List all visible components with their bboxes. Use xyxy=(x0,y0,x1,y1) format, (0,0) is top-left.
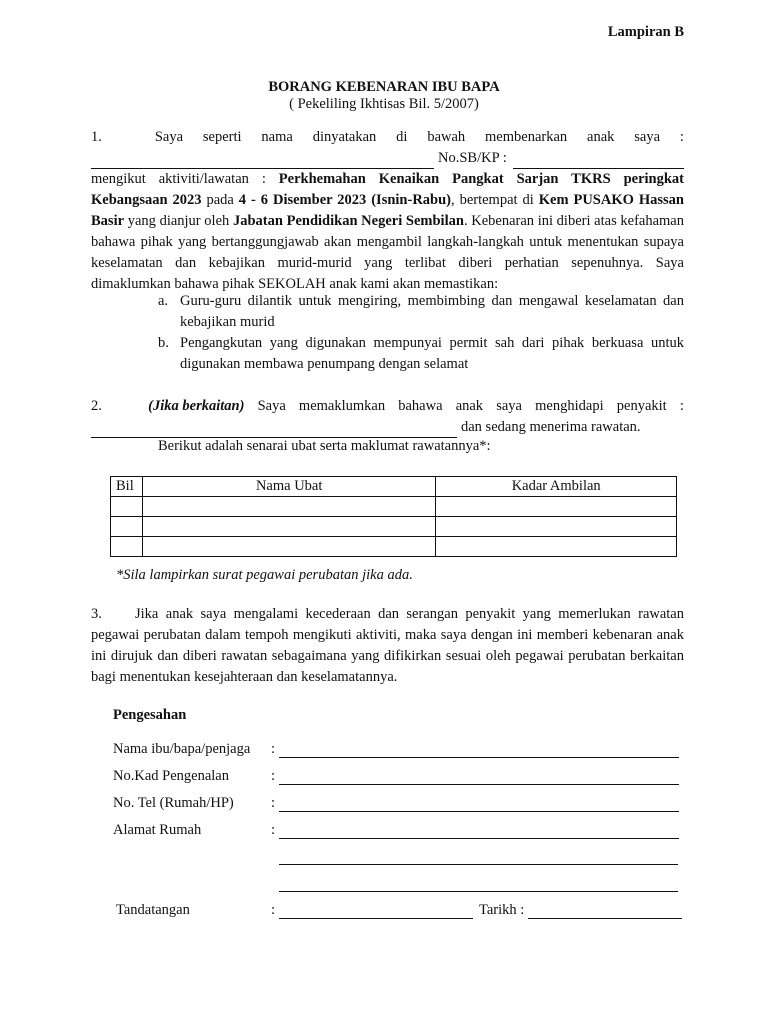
word: : xyxy=(679,398,684,414)
address-line[interactable] xyxy=(279,824,679,839)
word: di xyxy=(396,129,408,145)
table-cell[interactable] xyxy=(436,497,677,517)
section2-first-line xyxy=(91,396,684,417)
form-subtitle: ( Pekeliling Ikhtisas Bil. 5/2007) xyxy=(289,96,479,112)
table-cell[interactable] xyxy=(436,537,677,557)
event-venue: Kem PUSAKO Hassan Basir xyxy=(91,192,684,229)
table-cell[interactable] xyxy=(142,517,435,537)
colon: : xyxy=(271,902,276,918)
table-header: Nama Ubat xyxy=(142,477,435,497)
student-name-line[interactable] xyxy=(91,154,434,169)
colon: : xyxy=(271,768,276,784)
field-label: Alamat Rumah xyxy=(113,822,202,838)
phone-line[interactable] xyxy=(279,797,679,812)
text: . Kebenaran ini diberi atas kefahaman bahawa pihak yang bertanggungjawab akan mengambil langkah-langkah untuk menentukan supaya keselamatan dan kebajikan murid-murid yang terlibat diberi perhatian sepenuhnya. Saya dimaklumkan bahawa pihak SEKOLAH anak kami akan memastikan: xyxy=(91,213,684,292)
form-title: BORANG KEBENARAN IBU BAPA xyxy=(268,79,500,95)
word: dinyatakan xyxy=(312,129,377,145)
medication-intro: Berikut adalah senarai ubat serta maklumat rawatannya*: xyxy=(158,438,491,454)
text: pada xyxy=(201,192,239,208)
table-cell[interactable] xyxy=(111,537,143,557)
word: memaklumkan xyxy=(298,398,386,414)
assurance-list xyxy=(158,291,684,375)
section1-first-line xyxy=(91,127,684,148)
field-parent-name xyxy=(113,740,679,758)
word: saya xyxy=(496,398,522,414)
address-line-3[interactable] xyxy=(279,877,678,892)
table-header-row xyxy=(111,477,677,497)
table-cell[interactable] xyxy=(111,517,143,537)
date-line[interactable] xyxy=(528,904,682,919)
list-label: a. xyxy=(158,293,169,309)
address-line-2[interactable] xyxy=(279,850,678,865)
no-sbkp-line[interactable] xyxy=(513,154,684,169)
illness-row xyxy=(91,417,684,438)
field-label: No. Tel (Rumah/HP) xyxy=(113,795,234,811)
colon: : xyxy=(271,741,276,757)
text: yang dianjur oleh xyxy=(124,213,233,229)
word: anak xyxy=(587,129,615,145)
list-item xyxy=(158,291,684,333)
section1-number: 1. xyxy=(91,129,102,145)
word: Saya xyxy=(154,129,184,145)
event-dates: 4 - 6 Disember 2023 (Isnin-Rabu) xyxy=(238,192,451,208)
field-label: Nama ibu/bapa/penjaga xyxy=(113,741,251,757)
ic-number-line[interactable] xyxy=(279,770,679,785)
no-sbkp-label: No.SB/KP : xyxy=(438,150,507,166)
table-cell[interactable] xyxy=(111,497,143,517)
word: anak xyxy=(455,398,484,414)
student-name-row xyxy=(91,148,684,169)
section2-number: 2. xyxy=(91,398,102,414)
word: membenarkan xyxy=(485,129,568,145)
word: seperti xyxy=(202,129,242,145)
section3-number: 3. xyxy=(91,606,102,622)
table-header: Bil xyxy=(111,477,143,497)
table-row xyxy=(111,497,677,517)
word: Saya xyxy=(257,398,286,414)
illness-line[interactable] xyxy=(91,423,457,438)
colon: : xyxy=(271,822,276,838)
word: nama xyxy=(261,129,293,145)
signature-label: Tandatangan xyxy=(116,902,190,918)
list-text: Pengangkutan yang digunakan mempunyai permit sah dari pihak berkuasa untuk digunakan membawa penumpang dengan selamat xyxy=(180,335,684,372)
date-label: Tarikh : xyxy=(479,902,525,918)
section3-body xyxy=(91,604,684,688)
table-header: Kadar Ambilan xyxy=(436,477,677,497)
colon: : xyxy=(271,795,276,811)
table-cell[interactable] xyxy=(436,517,677,537)
parent-name-line[interactable] xyxy=(279,743,679,758)
word: menghidapi xyxy=(535,398,604,414)
text: , bertempat di xyxy=(451,192,539,208)
field-label: No.Kad Pengenalan xyxy=(113,768,229,784)
condition-label: (Jika berkaitan) xyxy=(148,398,245,414)
text: Jika anak saya mengalami kecederaan dan serangan penyakit yang memerlukan rawatan pegawai perubatan dalam tempoh mengikuti aktiviti, maka saya dengan ini memberi kebenaran anak ini dirujuk dan diberi rawatan sebagaimana yang difikirkan sesuai oleh pegawai perubatan berkaitan bagi menentukan kesejahteraan dan keselamatannya. xyxy=(91,606,684,685)
field-signature-date xyxy=(116,901,682,919)
section1-body xyxy=(91,169,684,295)
signature-line[interactable] xyxy=(279,904,473,919)
text: dan sedang menerima rawatan. xyxy=(461,419,641,435)
table-row xyxy=(111,537,677,557)
field-address xyxy=(113,821,679,839)
field-ic-number xyxy=(113,767,679,785)
list-label: b. xyxy=(158,335,169,351)
word: penyakit xyxy=(616,398,667,414)
field-phone xyxy=(113,794,679,812)
table-cell[interactable] xyxy=(142,537,435,557)
word: : xyxy=(679,129,684,145)
word: bahawa xyxy=(398,398,443,414)
medication-table xyxy=(110,476,677,557)
list-item xyxy=(158,333,684,375)
event-organizer: Jabatan Pendidikan Negeri Sembilan xyxy=(232,213,464,229)
word: bawah xyxy=(427,129,466,145)
table-row xyxy=(111,517,677,537)
word: saya xyxy=(634,129,661,145)
pengesahan-heading: Pengesahan xyxy=(113,707,187,723)
table-cell[interactable] xyxy=(142,497,435,517)
table-note: *Sila lampirkan surat pegawai perubatan jika ada. xyxy=(116,567,413,583)
list-text: Guru-guru dilantik untuk mengiring, membimbing dan mengawal keselamatan dan kebajikan murid xyxy=(180,293,684,330)
event-name: Perkhemahan Kenaikan Pangkat Sarjan TKRS peringkat Kebangsaan 2023 xyxy=(91,171,684,208)
text: mengikut aktiviti/lawatan : xyxy=(91,171,279,187)
lampiran-label: Lampiran B xyxy=(607,24,684,40)
